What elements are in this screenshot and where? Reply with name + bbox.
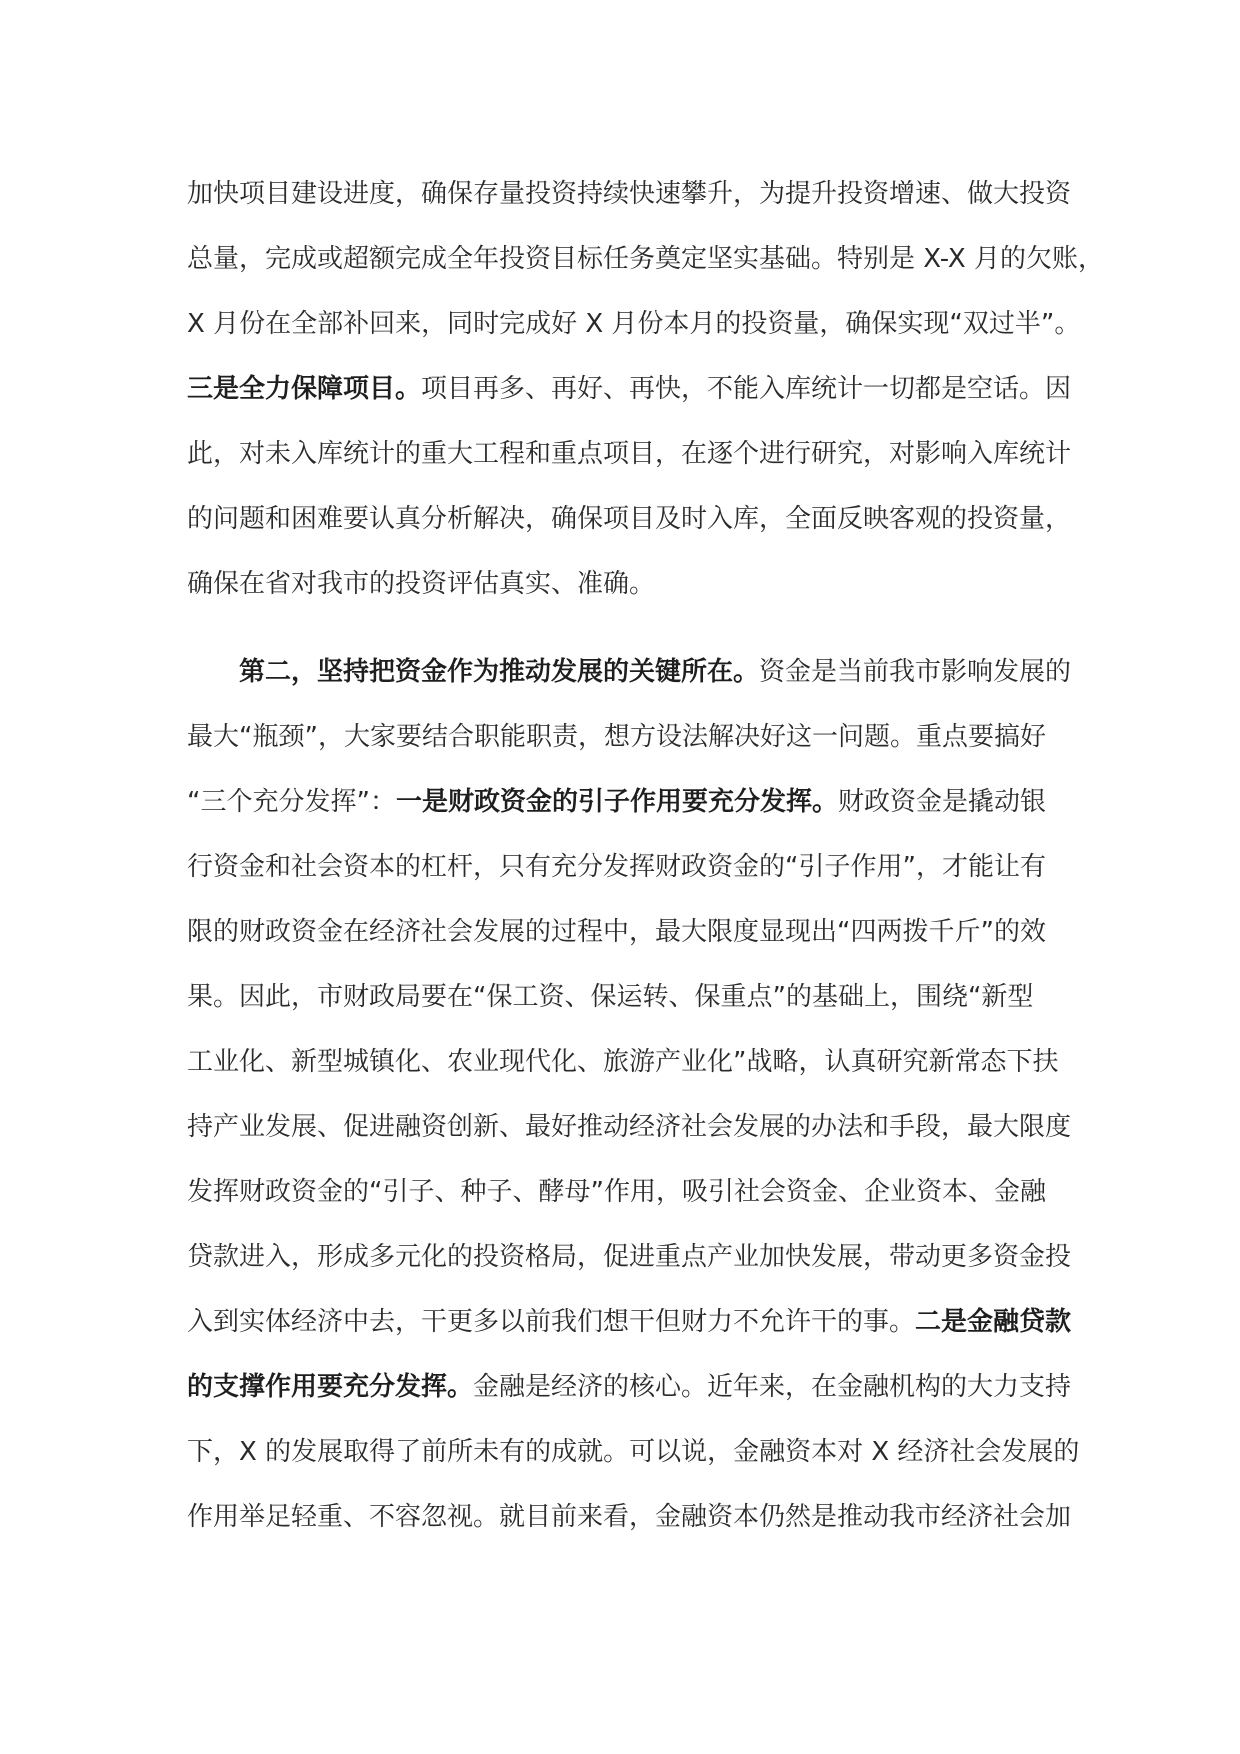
text-line [187,835,1057,900]
text-line [187,640,1072,705]
body-text: 此，对未入库统计的重大工程和重点项目，在逐个进行研究，对影响入库统计 [187,439,1072,469]
text-line [187,965,1057,1030]
bold-heading-text: 第二，坚持把资金作为推动发展的关键所在。 [239,657,760,687]
text-line [187,1225,1072,1290]
body-text: 贷款进入，形成多元化的投资格局，促进重点产业加快发展，带动更多资金投 [187,1242,1072,1272]
text-line [187,292,1081,357]
body-text: 确保在省对我市的投资评估真实、准确。 [187,569,656,599]
text-line [187,1030,1057,1095]
paragraph-2 [187,640,1080,1550]
body-text: 行资金和社会资本的杠杆，只有充分发挥财政资金的“引子作用”，才能让有 [187,852,1046,882]
text-line [187,227,1104,292]
text-line [187,1290,1072,1355]
body-text: 项目再多、再好、再快，不能入库统计一切都是空话。因 [421,374,1072,404]
body-text: 最大“瓶颈”，大家要结合职能职责，想方设法解决好这一问题。重点要搞好 [187,722,1046,752]
body-text: 持产业发展、促进融资创新、最好推动经济社会发展的办法和手段，最大限度 [187,1112,1072,1142]
body-text: 限的财政资金在经济社会发展的过程中，最大限度显现出“四两拨千斤”的效 [187,917,1046,947]
text-line [187,162,1072,227]
body-text: 下，X 的发展取得了前所未有的成就。可以说，金融资本对 X 经济社会发展的 [187,1437,1080,1467]
text-line [187,1420,1080,1485]
bold-heading-text: 三是全力保障项目。 [187,374,422,404]
bold-heading-text: 一是财政资金的引子作用要充分发挥。 [395,787,838,817]
text-line [187,1160,1057,1225]
body-text: 金融是经济的核心。近年来，在金融机构的大力支持 [473,1372,1072,1402]
text-line [187,770,1057,835]
text-line [187,357,1072,422]
body-text: 作用举足轻重、不容忽视。就目前来看，金融资本仍然是推动我市经济社会加 [187,1502,1072,1532]
body-text: 的问题和困难要认真分析解决，确保项目及时入库，全面反映客观的投资量， [187,504,1072,534]
bold-heading-text: 的支撑作用要充分发挥。 [187,1372,474,1402]
body-text: 总量，完成或超额完成全年投资目标任务奠定坚实基础。特别是 X-X 月的欠账， [187,244,1104,274]
body-text: 果。因此，市财政局要在“保工资、保运转、保重点”的基础上，围绕“新型 [187,982,1034,1012]
body-text: 财政资金是撬动银 [837,787,1046,817]
body-text: “三个充分发挥”： [187,787,396,817]
text-line [187,1485,1072,1550]
text-line [187,422,1072,487]
text-line [187,900,1057,965]
body-text: 加快项目建设进度，确保存量投资持续快速攀升，为提升投资增速、做大投资 [187,179,1072,209]
text-line [187,705,1057,770]
body-text: 发挥财政资金的“引子、种子、酵母”作用，吸引社会资金、企业资本、金融 [187,1177,1046,1207]
body-text: 工业化、新型城镇化、农业现代化、旅游产业化”战略，认真研究新常态下扶 [187,1047,1059,1077]
paragraph-1 [187,162,1104,617]
text-line [187,1355,1072,1420]
body-text: X 月份在全部补回来，同时完成好 X 月份本月的投资量，确保实现“双过半”。 [187,309,1081,339]
bold-heading-text: 二是金融贷款 [915,1307,1072,1337]
text-line [187,552,1057,617]
text-line [187,487,1072,552]
text-line [187,1095,1072,1160]
body-text: 资金是当前我市影响发展的 [759,657,1072,687]
body-text: 入到实体经济中去，干更多以前我们想干但财力不允许干的事。 [187,1307,916,1337]
